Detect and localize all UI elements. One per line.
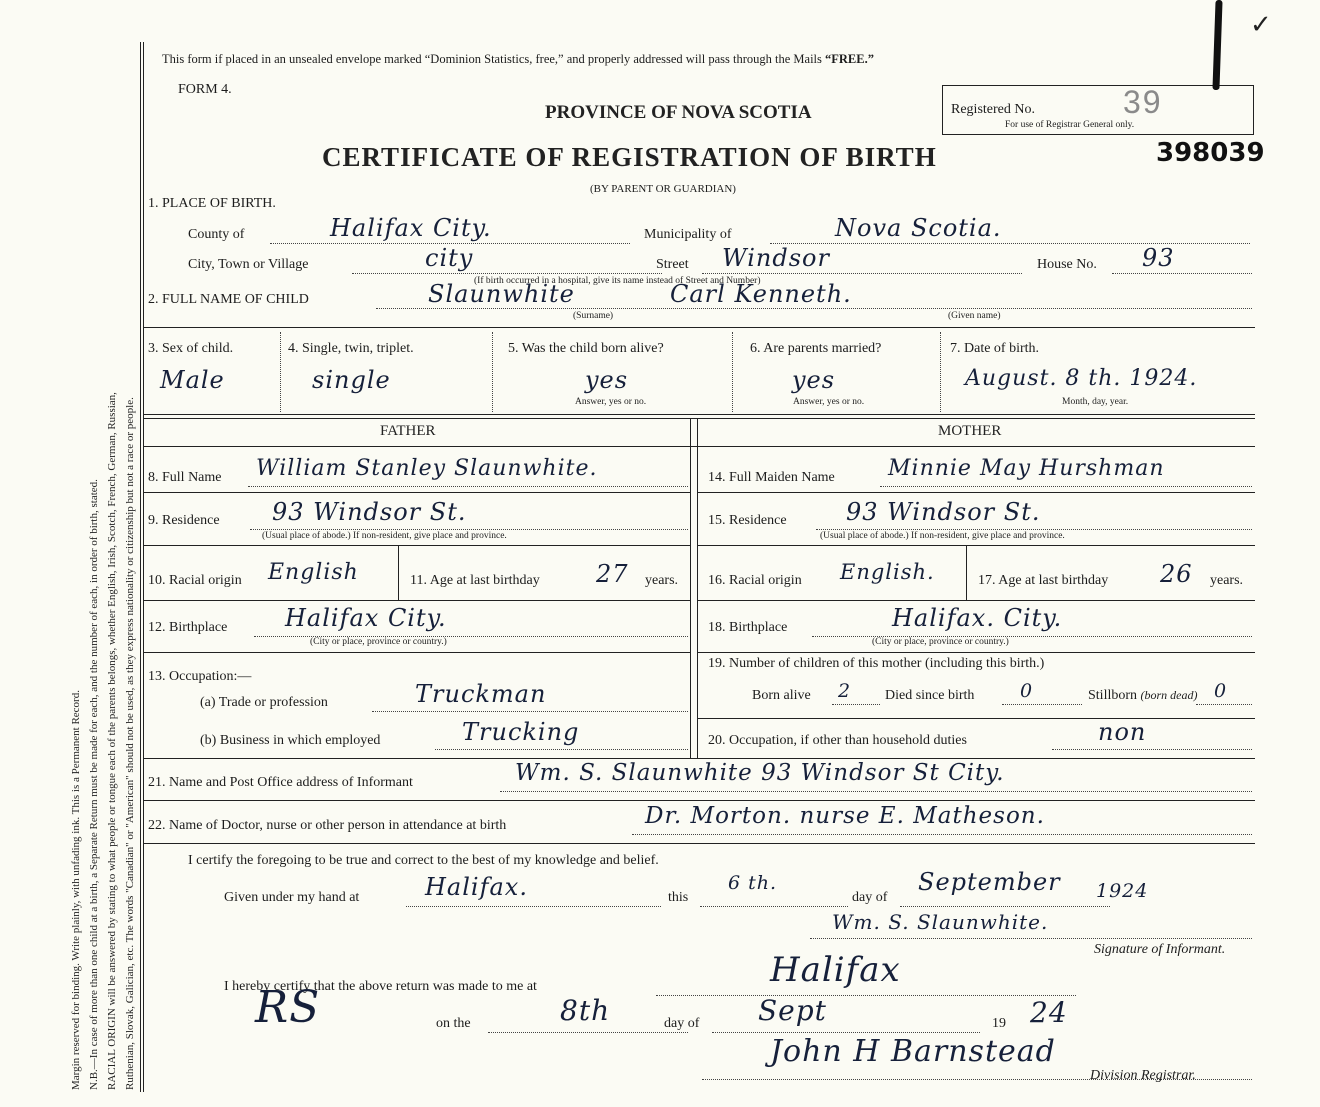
mail-notice: This form if placed in an unsealed envelope marked “Dominion Statistics, free,” and properly addressed will pass through the Mails “FREE.” xyxy=(162,52,874,66)
mother-row-rule-2 xyxy=(697,545,1255,546)
registrar-statement: I hereby certify that the above return was made to me at xyxy=(224,979,537,994)
stillborn-line xyxy=(1196,704,1252,705)
born-alive-count-line xyxy=(832,704,880,705)
died-since-birth-label: Died since birth xyxy=(885,688,975,703)
mother-age-value: 26 xyxy=(1160,560,1193,588)
informant-label: 21. Name and Post Office address of Informant xyxy=(148,775,413,790)
mother-row-rule-4 xyxy=(697,652,1255,653)
registrar-year-value: 24 xyxy=(1030,996,1068,1029)
given-place-line xyxy=(406,906,661,907)
county-value: Halifax City. xyxy=(330,214,492,242)
column-divider-right xyxy=(697,418,698,758)
father-name-value: William Stanley Slaunwhite. xyxy=(256,456,598,481)
municipality-value: Nova Scotia. xyxy=(835,214,1002,242)
city-value: city xyxy=(425,244,474,272)
father-residence-line xyxy=(250,529,688,530)
mother-heading: MOTHER xyxy=(938,423,1002,439)
informant-signature-caption: Signature of Informant. xyxy=(1094,942,1226,957)
attendant-value: Dr. Morton. nurse E. Matheson. xyxy=(645,803,1045,829)
father-birthplace-value: Halifax City. xyxy=(285,604,447,632)
child-name-label: 2. FULL NAME OF CHILD xyxy=(148,292,309,307)
given-under-label: Given under my hand at xyxy=(224,890,360,905)
column-divider-left xyxy=(690,418,691,758)
father-row-rule-1 xyxy=(143,492,690,493)
house-no-label: House No. xyxy=(1037,257,1097,272)
details-divider-2 xyxy=(492,332,493,412)
registrar-signature: John H Barnstead xyxy=(770,1034,1056,1069)
county-label: County of xyxy=(188,227,245,242)
this-day-line xyxy=(700,906,848,907)
ink-stroke xyxy=(1212,0,1222,90)
father-business-value: Trucking xyxy=(462,718,580,746)
mother-occupation-label: 20. Occupation, if other than household duties xyxy=(708,733,967,748)
registered-no-label: Registered No. xyxy=(951,102,1035,117)
left-border-inner xyxy=(143,42,144,1092)
child-surname-value: Slaunwhite xyxy=(428,280,575,308)
registrar-on-label: on the xyxy=(436,1016,471,1031)
this-day-value: 6 th. xyxy=(728,872,778,894)
father-residence-label: 9. Residence xyxy=(148,513,220,528)
street-label: Street xyxy=(656,257,689,272)
registrar-year-label: 19 xyxy=(992,1016,1006,1031)
attendant-label: 22. Name of Doctor, nurse or other person in attendance at birth xyxy=(148,818,507,833)
mother-name-line xyxy=(880,486,1252,487)
mother-occupation-value: non xyxy=(1098,718,1147,746)
father-age-unit: years. xyxy=(645,573,679,588)
details-bottom-rule xyxy=(143,414,1255,415)
father-business-line xyxy=(435,749,688,750)
form-number: FORM 4. xyxy=(178,82,232,97)
mother-row-rule-5 xyxy=(697,718,1255,719)
parents-married-label: 6. Are parents married? xyxy=(750,341,882,356)
born-alive-count-label: Born alive xyxy=(752,688,811,703)
stillborn-label xyxy=(1088,688,1198,704)
given-year-value: 1924 xyxy=(1096,880,1149,902)
informant-bottom-rule xyxy=(143,800,1255,801)
informant-top-rule xyxy=(143,758,1255,759)
mother-residence-line xyxy=(816,529,1252,530)
mother-racial-divider xyxy=(966,545,967,600)
father-residence-value: 93 Windsor St. xyxy=(272,498,467,526)
mother-row-rule-1 xyxy=(697,492,1255,493)
born-alive-value: yes xyxy=(585,366,629,394)
details-divider-4 xyxy=(940,332,941,412)
father-business-label: (b) Business in which employed xyxy=(200,733,381,748)
father-birthplace-label: 12. Birthplace xyxy=(148,620,228,635)
plurality-note: N.B.—In case of more than one child at a birth, a Separate Return must be made for each, and the number of each, in order of birth, stated. xyxy=(88,479,100,1090)
child-given-value: Carl Kenneth. xyxy=(670,280,852,308)
mother-occupation-line xyxy=(1052,749,1252,750)
stamped-number: 398039 xyxy=(1156,138,1265,168)
mother-racial-origin-value: English. xyxy=(840,560,935,584)
born-alive-caption: Answer, yes or no. xyxy=(575,397,647,407)
registrar-month-line xyxy=(712,1032,980,1033)
mother-residence-caption: (Usual place of abode.) If non-resident, give place and province. xyxy=(820,531,1065,541)
surname-caption: (Surname) xyxy=(573,311,614,321)
date-of-birth-label: 7. Date of birth. xyxy=(950,341,1040,356)
street-line xyxy=(702,273,1022,274)
details-top-rule xyxy=(143,327,1255,328)
father-name-line xyxy=(248,486,688,487)
father-row-rule-4 xyxy=(143,652,690,653)
father-trade-label: (a) Trade or profession xyxy=(200,695,328,710)
date-of-birth-caption: Month, day, year. xyxy=(1062,397,1129,407)
day-of-label: day of xyxy=(852,890,888,905)
city-line xyxy=(352,273,662,274)
given-month-value: September xyxy=(918,868,1061,896)
mother-name-value: Minnie May Hurshman xyxy=(888,456,1165,481)
born-alive-label: 5. Was the child born alive? xyxy=(508,341,664,356)
this-label: this xyxy=(668,890,689,905)
details-divider-1 xyxy=(280,332,281,412)
house-no-line xyxy=(1112,273,1252,274)
mother-children-label: 19. Number of children of this mother (including this birth.) xyxy=(708,656,1045,671)
mother-name-label: 14. Full Maiden Name xyxy=(708,470,835,485)
place-of-birth-label: 1. PLACE OF BIRTH. xyxy=(148,196,276,211)
registrar-signature-caption: Division Registrar. xyxy=(1090,1068,1196,1083)
father-age-value: 27 xyxy=(596,560,629,588)
date-of-birth-value: August. 8 th. 1924. xyxy=(965,366,1198,391)
registrar-initials: RS xyxy=(255,982,321,1033)
municipality-label: Municipality of xyxy=(644,227,732,242)
child-name-line xyxy=(376,308,1252,309)
racial-origin-note-cont: Ruthenian, Slovak, Galician, etc. The words "Canadian" or "American" should not be used, as they express nationality or citizenship but not a race or people. xyxy=(124,397,136,1090)
informant-value: Wm. S. Slaunwhite 93 Windsor St City. xyxy=(515,760,1005,786)
father-name-label: 8. Full Name xyxy=(148,470,222,485)
father-age-label: 11. Age at last birthday xyxy=(410,573,540,588)
plurality-label: 4. Single, twin, triplet. xyxy=(288,341,414,356)
father-heading: FATHER xyxy=(380,423,436,439)
certificate-subtitle: (BY PARENT OR GUARDIAN) xyxy=(590,183,736,195)
father-racial-origin-value: English xyxy=(268,560,359,585)
informant-signature-line xyxy=(810,938,1252,939)
informant-signature: Wm. S. Slaunwhite. xyxy=(832,910,1049,934)
mother-racial-origin-label: 16. Racial origin xyxy=(708,573,802,588)
father-occupation-label: 13. Occupation:— xyxy=(148,669,252,684)
column-heading-rule xyxy=(143,446,1255,447)
registrar-place-value: Halifax xyxy=(770,950,901,990)
province-heading: PROVINCE OF NOVA SCOTIA xyxy=(545,102,812,123)
registrar-on-value: 8th xyxy=(560,994,611,1027)
mother-residence-label: 15. Residence xyxy=(708,513,787,528)
registrar-on-line xyxy=(488,1032,688,1033)
father-row-rule-2 xyxy=(143,545,690,546)
municipality-line xyxy=(770,243,1250,244)
registrar-day-of-label: day of xyxy=(664,1016,700,1031)
informant-line xyxy=(500,791,1252,792)
racial-origin-note: RACIAL ORIGIN will be answered by stating to what people or tongue each of the parents belongs, whether English, Irish, Scotch, French, German, Russian, xyxy=(106,392,118,1090)
registrar-month-value: Sept xyxy=(758,994,827,1027)
mother-birthplace-label: 18. Birthplace xyxy=(708,620,788,635)
father-birthplace-caption: (City or place, province or country.) xyxy=(310,637,447,647)
left-border xyxy=(140,42,141,1092)
mother-birthplace-caption: (City or place, province or country.) xyxy=(872,637,1009,647)
registered-no-value: 39 xyxy=(1123,84,1163,120)
parents-married-caption: Answer, yes or no. xyxy=(793,397,865,407)
attendant-line xyxy=(632,834,1252,835)
details-divider-3 xyxy=(732,332,733,412)
registrar-use-note: For use of Registrar General only. xyxy=(1005,120,1135,130)
father-residence-caption: (Usual place of abode.) If non-resident, give place and province. xyxy=(262,531,507,541)
certificate-title: CERTIFICATE OF REGISTRATION OF BIRTH xyxy=(322,142,937,172)
given-name-caption: (Given name) xyxy=(948,311,1001,321)
city-label: City, Town or Village xyxy=(188,257,309,272)
mother-row-rule-3 xyxy=(697,600,1255,601)
died-since-birth-line xyxy=(1002,704,1082,705)
died-since-birth-value: 0 xyxy=(1020,680,1034,702)
stillborn-label-text: Stillborn xyxy=(1088,688,1138,703)
registered-no-box xyxy=(942,85,1254,135)
details-bottom-rule-2 xyxy=(143,418,1255,419)
sex-value: Male xyxy=(160,366,225,394)
mother-age-label: 17. Age at last birthday xyxy=(978,573,1109,588)
father-racial-divider xyxy=(398,545,399,600)
father-racial-origin-label: 10. Racial origin xyxy=(148,573,242,588)
parents-married-value: yes xyxy=(792,366,836,394)
margin-note: Margin reserved for binding. Write plainly, with unfading ink. This is a Permanent Record. xyxy=(70,690,82,1090)
corner-mark: ✓ xyxy=(1250,10,1272,39)
mother-age-unit: years. xyxy=(1210,573,1244,588)
stillborn-value: 0 xyxy=(1214,680,1228,702)
father-trade-line xyxy=(372,711,688,712)
registrar-place-line xyxy=(656,995,1076,996)
stillborn-note: (born dead) xyxy=(1140,688,1198,702)
father-trade-value: Truckman xyxy=(415,680,547,708)
street-value: Windsor xyxy=(722,244,830,272)
certification-statement: I certify the foregoing to be true and correct to the best of my knowledge and belief. xyxy=(188,853,659,868)
house-no-value: 93 xyxy=(1142,244,1175,272)
hospital-note: (If birth occurred in a hospital, give its name instead of Street and Number) xyxy=(474,276,761,286)
mother-residence-value: 93 Windsor St. xyxy=(846,498,1041,526)
born-alive-count-value: 2 xyxy=(838,680,852,702)
given-month-line xyxy=(900,906,1110,907)
attendant-bottom-rule xyxy=(143,843,1255,844)
mother-birthplace-value: Halifax. City. xyxy=(892,604,1063,632)
plurality-value: single xyxy=(312,366,391,394)
father-row-rule-3 xyxy=(143,600,690,601)
sex-label: 3. Sex of child. xyxy=(148,341,234,356)
given-place-value: Halifax. xyxy=(425,873,528,901)
